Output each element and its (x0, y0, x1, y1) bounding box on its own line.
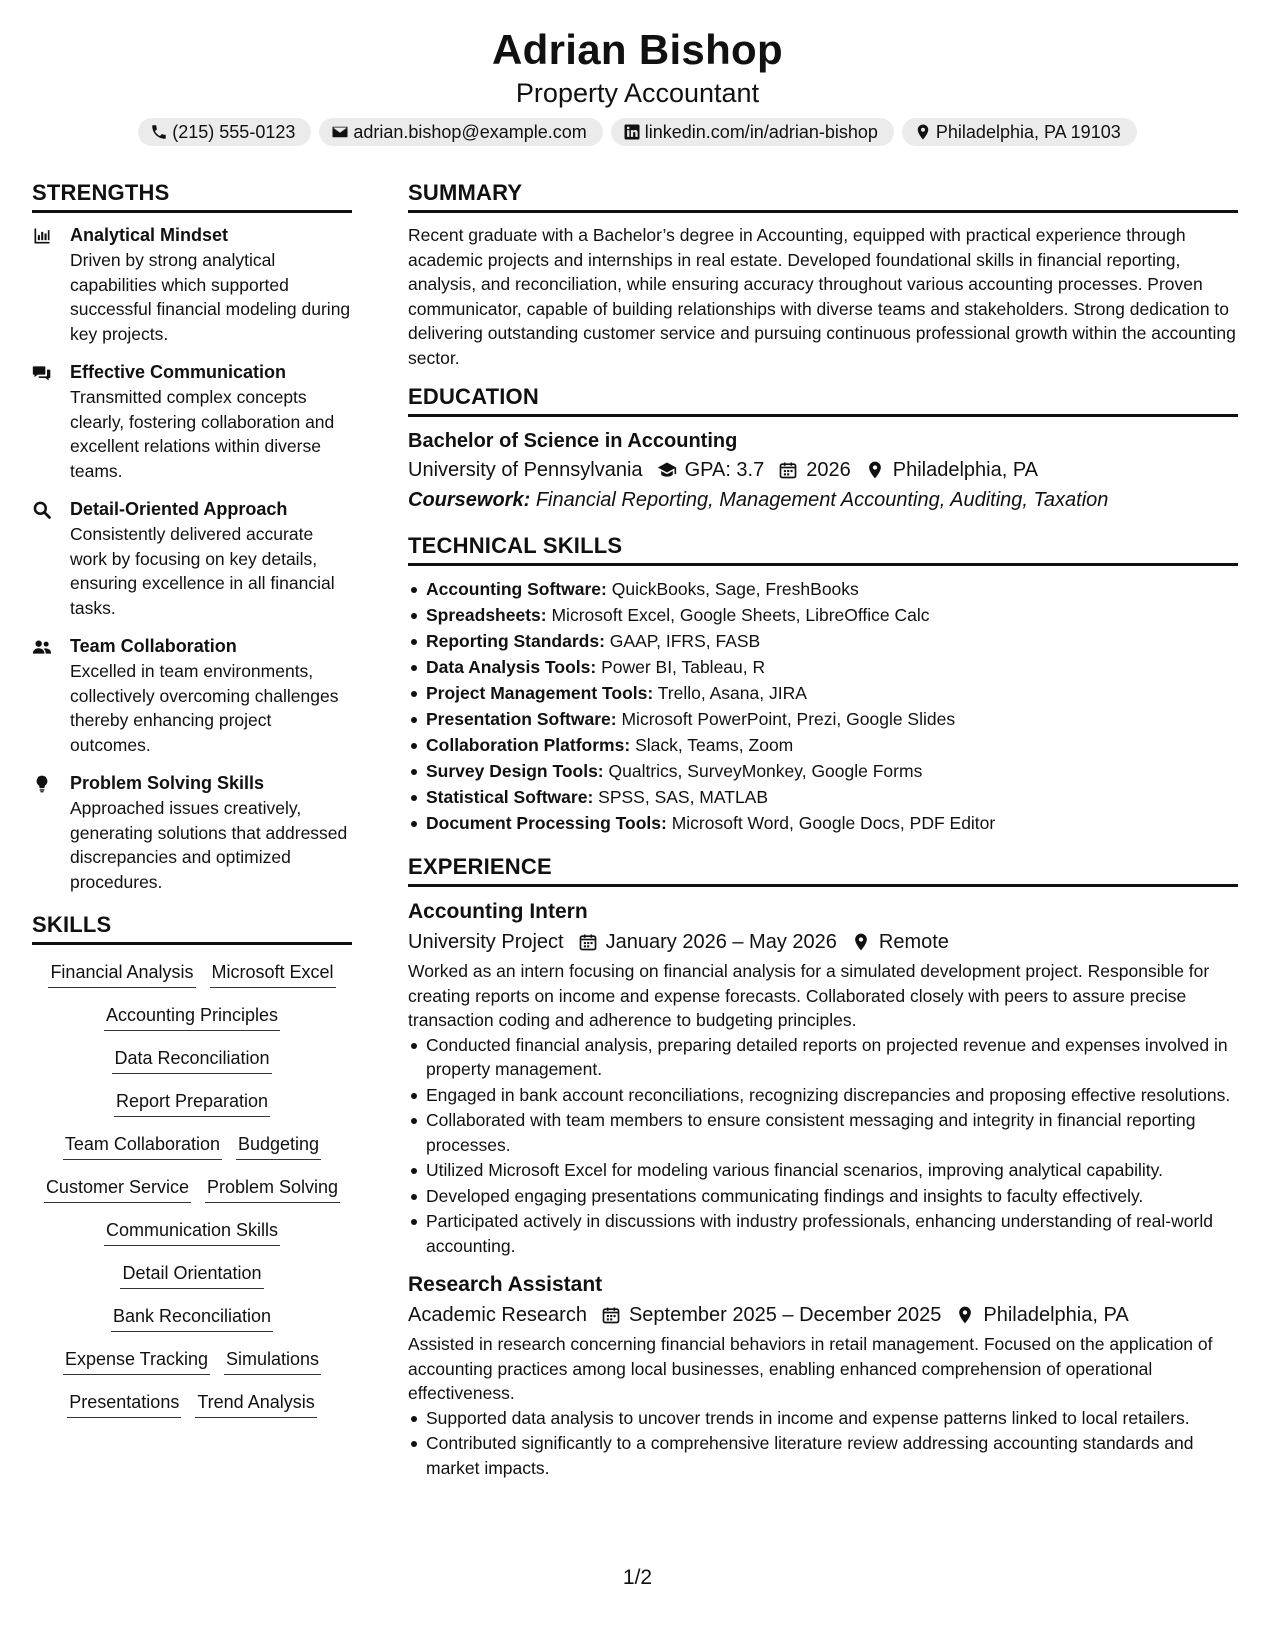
job-description: Assisted in research concerning financial behaviors in retail management. Focused on the application of accounting practices among local businesses, enabling enhanced comprehension of operational effectiveness. (408, 1334, 1213, 1403)
map-pin-icon (955, 1305, 975, 1325)
tech-skill-label: Reporting Standards: (426, 631, 605, 651)
bar-chart-icon (32, 226, 52, 246)
strength-item (32, 360, 352, 483)
contact-linkedin-text: linkedin.com/in/adrian-bishop (644, 121, 878, 142)
map-pin-icon (851, 932, 871, 952)
envelope-icon (331, 123, 349, 141)
skill-tag: Report Preparation (114, 1088, 270, 1117)
list-item (408, 628, 1238, 654)
coursework-list: Financial Reporting, Management Accounting, Auditing, Taxation (535, 489, 1109, 511)
skill-tag: Team Collaboration (63, 1131, 222, 1160)
strength-title: Effective Communication (70, 362, 287, 382)
job-location: Remote (878, 931, 949, 953)
list-item: Participated actively in discussions with industry professionals, enhancing understanding of real-world accounting. (408, 1209, 1238, 1258)
calendar-icon (778, 460, 798, 480)
tech-skill-label: Document Processing Tools: (426, 813, 667, 833)
list-item (408, 602, 1238, 628)
strength-title: Problem Solving Skills (70, 773, 265, 793)
job-title-heading: Property Accountant (515, 78, 760, 108)
strength-title: Team Collaboration (70, 636, 237, 656)
strengths-heading: STRENGTHS (32, 176, 352, 213)
strength-title: Analytical Mindset (70, 225, 229, 245)
coursework-label: Coursework: (408, 489, 531, 511)
users-icon (32, 637, 52, 657)
job-entry (408, 1270, 1238, 1480)
skill-tag: Presentations (67, 1389, 181, 1418)
tech-skill-value: Microsoft Word, Google Docs, PDF Editor (671, 813, 996, 833)
resume-body (32, 176, 1242, 1492)
skill-tag: Bank Reconciliation (111, 1303, 273, 1332)
job-bullets (408, 1033, 1238, 1259)
tech-skill-value: Qualtrics, SurveyMonkey, Google Forms (608, 761, 923, 781)
skill-tag: Financial Analysis (48, 959, 195, 988)
calendar-icon (578, 932, 598, 952)
skill-tag: Budgeting (236, 1131, 321, 1160)
summary-heading: SUMMARY (408, 176, 1238, 213)
education-meta (408, 455, 1238, 485)
skill-tag: Simulations (224, 1346, 321, 1375)
strength-title: Detail-Oriented Approach (70, 499, 288, 519)
tech-skill-value: QuickBooks, Sage, FreshBooks (611, 579, 859, 599)
right-column (408, 176, 1238, 1492)
school-location: Philadelphia, PA (892, 459, 1039, 481)
contact-location-text: Philadelphia, PA 19103 (935, 121, 1121, 142)
skill-tag: Problem Solving (205, 1174, 340, 1203)
graduation-year: 2026 (806, 459, 851, 481)
job-dates: September 2025 – December 2025 (628, 1304, 942, 1326)
skill-tag: Customer Service (44, 1174, 191, 1203)
skills-list (32, 955, 352, 1418)
contact-bar (0, 118, 1275, 146)
tech-skill-value: SPSS, SAS, MATLAB (598, 787, 769, 807)
tech-skill-value: Microsoft Excel, Google Sheets, LibreOffice Calc (551, 605, 930, 625)
graduation-cap-icon (657, 460, 677, 480)
strength-desc: Transmitted complex concepts clearly, fostering collaboration and excellent relations within diverse teams. (70, 387, 335, 481)
tech-skill-label: Project Management Tools: (426, 683, 654, 703)
strength-desc: Approached issues creatively, generating solutions that addressed discrepancies and optimized procedures. (70, 798, 348, 892)
job-title: Research Assistant (408, 1273, 603, 1296)
strength-desc: Driven by strong analytical capabilities which supported successful financial modeling during key projects. (70, 250, 351, 344)
list-item: Utilized Microsoft Excel for modeling various financial scenarios, improving analytical capability. (408, 1158, 1238, 1183)
list-item: Engaged in bank account reconciliations, recognizing discrepancies and proposing effective resolutions. (408, 1083, 1238, 1108)
summary-text: Recent graduate with a Bachelor’s degree in Accounting, equipped with practical experience through academic projects and internships in real estate. Developed foundational skills in financial reporting, analysis, and reconciliation, while ensuring accuracy throughout various accounting processes. Proven communicator, capable of building relationships with diverse teams and stakeholders. Strong dedication to delivering outstanding customer service and pursuing continuous professional growth within the accounting sector. (408, 225, 1236, 368)
magnifier-icon (32, 500, 52, 520)
job-entry (408, 897, 1238, 1258)
job-org: University Project (408, 931, 564, 953)
list-item: Developed engaging presentations communicating findings and insights to faculty effectively. (408, 1184, 1238, 1209)
list-item: Conducted financial analysis, preparing detailed reports on projected revenue and expenses involved in property management. (408, 1033, 1238, 1082)
job-location: Philadelphia, PA (983, 1304, 1129, 1326)
tech-skill-label: Statistical Software: (426, 787, 594, 807)
list-item (408, 654, 1238, 680)
job-dates: January 2026 – May 2026 (605, 931, 837, 953)
list-item (408, 758, 1238, 784)
contact-phone-text: (215) 555-0123 (172, 121, 296, 142)
map-pin-icon (914, 123, 932, 141)
lightbulb-icon (32, 774, 52, 794)
list-item: Contributed significantly to a comprehensive literature review addressing accounting standards and market impacts. (408, 1431, 1238, 1480)
tech-skill-value: GAAP, IFRS, FASB (609, 631, 761, 651)
strength-item (32, 634, 352, 757)
strength-desc: Consistently delivered accurate work by focusing on key details, ensuring excellence in all financial tasks. (70, 524, 335, 618)
technical-skills-list (408, 576, 1238, 836)
skill-tag: Communication Skills (104, 1217, 280, 1246)
tech-skill-value: Trello, Asana, JIRA (657, 683, 807, 703)
contact-phone[interactable] (138, 118, 311, 146)
list-item (408, 810, 1238, 836)
tech-skill-label: Collaboration Platforms: (426, 735, 631, 755)
list-item (408, 732, 1238, 758)
gpa: GPA: 3.7 (684, 459, 765, 481)
strength-item (32, 771, 352, 894)
list-item (408, 576, 1238, 602)
tech-skill-label: Survey Design Tools: (426, 761, 604, 781)
list-item (408, 784, 1238, 810)
skills-heading: SKILLS (32, 908, 352, 945)
list-item (408, 706, 1238, 732)
degree-title: Bachelor of Science in Accounting (408, 430, 738, 452)
calendar-icon (601, 1305, 621, 1325)
tech-skill-label: Spreadsheets: (426, 605, 547, 625)
job-description: Worked as an intern focusing on financial analysis for a simulated development project. Responsible for creating reports on income and expense forecasts. Collaborated closely with peers to assure precise transaction coding and adherence to budgeting principles. (408, 961, 1210, 1030)
job-title: Accounting Intern (408, 900, 588, 923)
skill-tag: Microsoft Excel (210, 959, 336, 988)
chat-bubbles-icon (32, 363, 52, 383)
skill-tag: Expense Tracking (63, 1346, 210, 1375)
job-meta (408, 1300, 1238, 1330)
page-number: 1/2 (622, 1566, 653, 1589)
skill-tag: Data Reconciliation (112, 1045, 271, 1074)
strength-item (32, 497, 352, 620)
tech-skill-value: Slack, Teams, Zoom (635, 735, 794, 755)
technical-skills-heading: TECHNICAL SKILLS (408, 529, 1238, 566)
linkedin-icon (623, 123, 641, 141)
map-pin-icon (865, 460, 885, 480)
experience-heading: EXPERIENCE (408, 850, 1238, 887)
phone-icon (150, 123, 168, 141)
tech-skill-value: Microsoft PowerPoint, Prezi, Google Slides (621, 709, 956, 729)
list-item (408, 680, 1238, 706)
job-org: Academic Research (408, 1304, 587, 1326)
strength-desc: Excelled in team environments, collectively overcoming challenges thereby enhancing project outcomes. (70, 661, 339, 755)
list-item: Collaborated with team members to ensure consistent messaging and integrity in financial reporting processes. (408, 1108, 1238, 1157)
tech-skill-label: Presentation Software: (426, 709, 617, 729)
list-item: Supported data analysis to uncover trends in income and expense patterns linked to local retailers. (408, 1406, 1238, 1431)
job-meta (408, 927, 1238, 957)
strength-item (32, 223, 352, 346)
skill-tag: Accounting Principles (104, 1002, 280, 1031)
education-heading: EDUCATION (408, 380, 1238, 417)
resume-header (0, 0, 1275, 146)
left-column (32, 176, 352, 1492)
job-bullets (408, 1406, 1238, 1481)
contact-linkedin[interactable] (611, 118, 894, 146)
contact-email-text: adrian.bishop@example.com (353, 121, 587, 142)
candidate-name: Adrian Bishop (492, 26, 783, 73)
contact-email[interactable] (319, 118, 602, 146)
tech-skill-value: Power BI, Tableau, R (601, 657, 766, 677)
skill-tag: Trend Analysis (195, 1389, 316, 1418)
skill-tag: Detail Orientation (120, 1260, 263, 1289)
tech-skill-label: Data Analysis Tools: (426, 657, 597, 677)
school-name: University of Pennsylvania (408, 459, 643, 481)
coursework (408, 485, 1238, 515)
tech-skill-label: Accounting Software: (426, 579, 607, 599)
contact-location (902, 118, 1137, 146)
